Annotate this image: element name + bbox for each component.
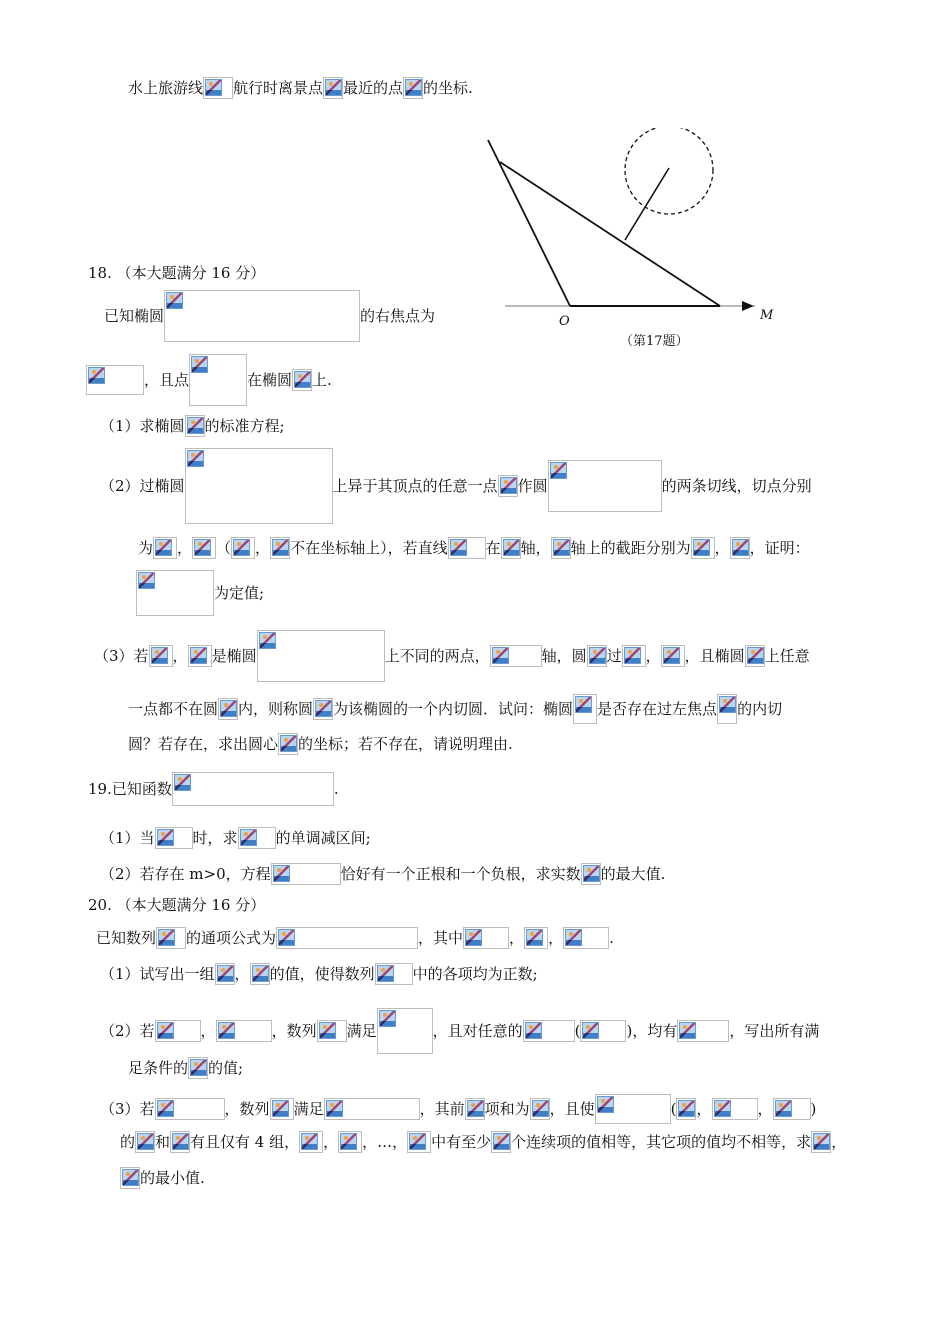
- formula-image: [324, 1098, 420, 1120]
- text: 在: [485, 539, 501, 557]
- formula-image: [745, 645, 765, 667]
- text: 的最大值.: [600, 865, 666, 883]
- text: （1）求椭圆: [100, 417, 185, 435]
- text: 已知数列: [96, 929, 157, 947]
- text: 满足: [293, 1100, 324, 1118]
- q18-part3b: [128, 694, 782, 724]
- q20-part2: [100, 1008, 819, 1054]
- formula-image: [587, 645, 607, 667]
- formula-image: [581, 863, 601, 885]
- q18-part2c: [136, 570, 264, 616]
- text: ，数列: [271, 1022, 317, 1040]
- text: 作圆: [517, 477, 548, 495]
- text: ，: [757, 1100, 773, 1118]
- text: 轴，: [520, 539, 551, 557]
- figure-caption: （第17题）: [620, 334, 689, 349]
- formula-image: [691, 537, 715, 559]
- text: ，: [177, 539, 193, 557]
- formula-image: [276, 927, 418, 949]
- text: 不在坐标轴上），若直线: [290, 539, 448, 557]
- q18-line2: [86, 354, 332, 406]
- formula-image: [155, 827, 193, 849]
- text: .: [609, 929, 614, 947]
- q20-header: 20. （本大题满分 16 分）: [88, 896, 266, 914]
- text: 的内切: [737, 700, 783, 718]
- formula-image: [172, 772, 334, 806]
- text: 航行时离景点: [233, 79, 324, 97]
- perpendicular-segment: [625, 168, 669, 240]
- text: 的单调减区间;: [275, 829, 371, 847]
- formula-image: [622, 645, 646, 667]
- arrow-head-icon: [742, 301, 754, 311]
- text: （1）当: [100, 829, 155, 847]
- text: 足条件的: [128, 1059, 189, 1077]
- formula-image: [136, 570, 214, 616]
- formula-image: [192, 537, 216, 559]
- formula-image: [188, 645, 212, 667]
- text: 最近的点: [343, 79, 404, 97]
- text: （3）若: [100, 1100, 155, 1118]
- problem17-figure: [480, 128, 780, 328]
- text: 上任意: [764, 647, 810, 665]
- text: 的坐标；若不存在，请说明理由.: [298, 735, 513, 753]
- formula-image: [156, 927, 186, 949]
- q20-line1: [96, 926, 614, 949]
- formula-image: [676, 1098, 696, 1120]
- q19-part2: [100, 862, 665, 885]
- left-edge: [488, 140, 570, 306]
- text: 内，则称圆: [238, 700, 314, 718]
- hypotenuse: [500, 162, 720, 306]
- text: 轴，圆: [541, 647, 587, 665]
- text: 在椭圆: [247, 371, 293, 389]
- formula-image: [215, 963, 235, 985]
- formula-image: [292, 369, 312, 391]
- formula-image: [135, 1131, 155, 1153]
- text: （2）若: [100, 1022, 155, 1040]
- formula-image: [299, 1131, 323, 1153]
- text: 的最小值.: [140, 1169, 205, 1187]
- formula-image: [185, 415, 205, 437]
- text: 是椭圆: [211, 647, 257, 665]
- text: ，: [645, 647, 661, 665]
- formula-image: [155, 1098, 225, 1120]
- text: ，: [255, 539, 271, 557]
- formula-image: [250, 963, 270, 985]
- text: （2）过椭圆: [100, 477, 185, 495]
- formula-image: [491, 1131, 511, 1153]
- formula-image: [271, 863, 341, 885]
- text: 项和为: [484, 1100, 530, 1118]
- formula-image: [498, 475, 518, 497]
- text: )，均有: [626, 1022, 678, 1040]
- text: 为: [138, 539, 154, 557]
- text: 19.已知函数: [88, 780, 172, 798]
- formula-image: [524, 927, 548, 949]
- formula-image: [712, 1098, 758, 1120]
- formula-image: [448, 537, 486, 559]
- q20-part1: [100, 962, 538, 985]
- formula-image: [717, 694, 737, 724]
- text: 的标准方程;: [204, 417, 285, 435]
- text: ，其中: [418, 929, 464, 947]
- text: 的右焦点为: [360, 307, 436, 325]
- text: ，: [509, 929, 525, 947]
- text: ): [810, 1100, 817, 1118]
- formula-image: [153, 537, 177, 559]
- formula-image: [218, 698, 238, 720]
- text: 时，求: [192, 829, 238, 847]
- text: (: [670, 1100, 677, 1118]
- formula-image: [403, 77, 423, 99]
- formula-image: [580, 1020, 626, 1042]
- text: （3）若: [94, 647, 149, 665]
- text: 上.: [312, 371, 332, 389]
- text: ，且使: [549, 1100, 595, 1118]
- q20-part3b: [120, 1130, 846, 1153]
- q18-part1: [100, 414, 285, 437]
- formula-image: [551, 537, 571, 559]
- q18-part3c: [128, 732, 513, 755]
- problem17-conclusion: [128, 76, 473, 99]
- formula-image: [523, 1020, 575, 1042]
- text: 轴上的截距分别为: [570, 539, 691, 557]
- formula-image: [203, 77, 233, 99]
- formula-image: [257, 630, 385, 682]
- formula-image: [548, 460, 662, 512]
- formula-image: [530, 1098, 550, 1120]
- text: （1）试写出一组: [100, 965, 215, 983]
- text: ，数列: [224, 1100, 270, 1118]
- text: 一点都不在圆: [128, 700, 219, 718]
- text: 上不同的两点，: [384, 647, 490, 665]
- formula-image: [323, 77, 343, 99]
- text: ，: [831, 1133, 847, 1151]
- text: ，证明：: [749, 539, 810, 557]
- text: ，: [714, 539, 730, 557]
- text: ，写出所有满: [729, 1022, 820, 1040]
- formula-image: [185, 448, 333, 524]
- text: ，其前: [419, 1100, 465, 1118]
- formula-image: [773, 1098, 811, 1120]
- text: 的值，使得数列: [269, 965, 375, 983]
- formula-image: [811, 1131, 831, 1153]
- formula-image: [407, 1131, 431, 1153]
- text: 的两条切线，切点分别: [661, 477, 812, 495]
- formula-image: [278, 733, 298, 755]
- formula-image: [231, 537, 255, 559]
- text: ，: [323, 1133, 339, 1151]
- text: 的: [120, 1133, 136, 1151]
- text: ，且对任意的: [432, 1022, 523, 1040]
- q18-line1: [104, 290, 435, 342]
- q18-part3: [94, 630, 810, 682]
- text: 上异于其顶点的任意一点: [332, 477, 498, 495]
- formula-image: [490, 645, 542, 667]
- text: ，: [172, 647, 188, 665]
- text: （2）若存在 m>0，方程: [100, 865, 271, 883]
- formula-image: [595, 1094, 671, 1124]
- text: 个连续项的值相等，其它项的值均不相等，求: [511, 1133, 812, 1151]
- text: ，: [696, 1100, 712, 1118]
- text: 中的各项均为正数;: [412, 965, 538, 983]
- formula-image: [155, 1020, 201, 1042]
- text: ，: [234, 965, 250, 983]
- text: 和: [155, 1133, 171, 1151]
- text: .: [333, 780, 339, 798]
- formula-image: [313, 698, 333, 720]
- text: 圆？若存在，求出圆心: [128, 735, 279, 753]
- text: 恰好有一个正根和一个负根，求实数: [340, 865, 581, 883]
- q20-part2b: [128, 1056, 243, 1079]
- label-m: M: [760, 308, 774, 323]
- label-o: O: [559, 314, 570, 329]
- formula-image: [270, 1098, 294, 1120]
- text: 已知椭圆: [104, 307, 165, 325]
- text: 的值;: [208, 1059, 244, 1077]
- text: 中有至少: [431, 1133, 492, 1151]
- text: 满足: [346, 1022, 377, 1040]
- formula-image: [501, 537, 521, 559]
- q20-part3c: [120, 1166, 205, 1189]
- formula-image: [188, 1057, 208, 1079]
- formula-image: [170, 1131, 190, 1153]
- q18-part2: [100, 448, 812, 524]
- formula-image: [338, 1131, 362, 1153]
- formula-image: [86, 365, 144, 395]
- text: 过: [606, 647, 622, 665]
- text: 的坐标.: [423, 79, 473, 97]
- text: （: [216, 539, 232, 557]
- formula-image: [164, 290, 360, 342]
- text: 有且仅有 4 组，: [190, 1133, 300, 1151]
- text: ，: [548, 929, 564, 947]
- text: 水上旅游线: [128, 79, 204, 97]
- formula-image: [317, 1020, 347, 1042]
- formula-image: [120, 1167, 140, 1189]
- text: ，且椭圆: [684, 647, 745, 665]
- formula-image: [677, 1020, 729, 1042]
- formula-image: [377, 1008, 433, 1054]
- text: ，…，: [362, 1133, 408, 1151]
- text: ，且点: [144, 371, 190, 389]
- text: 的通项公式为: [186, 929, 277, 947]
- formula-image: [730, 537, 750, 559]
- q18-header: 18. （本大题满分 16 分）: [88, 264, 266, 282]
- formula-image: [375, 963, 413, 985]
- q18-part2b: [138, 536, 810, 559]
- q20-part3: [100, 1094, 816, 1124]
- formula-image: [463, 927, 509, 949]
- formula-image: [238, 827, 276, 849]
- q19-header: [88, 772, 339, 806]
- text: 是否存在过左焦点: [597, 700, 718, 718]
- formula-image: [465, 1098, 485, 1120]
- dashed-circle: [625, 128, 713, 214]
- q19-part1: [100, 826, 371, 849]
- formula-image: [661, 645, 685, 667]
- formula-image: [149, 645, 173, 667]
- text: 为定值;: [214, 584, 265, 602]
- formula-image: [563, 927, 609, 949]
- text: 为该椭圆的一个内切圆．试问：椭圆: [333, 700, 574, 718]
- formula-image: [270, 537, 290, 559]
- formula-image: [573, 694, 597, 724]
- formula-image: [189, 354, 247, 406]
- formula-image: [216, 1020, 272, 1042]
- text: ，: [200, 1022, 216, 1040]
- text: (: [574, 1022, 581, 1040]
